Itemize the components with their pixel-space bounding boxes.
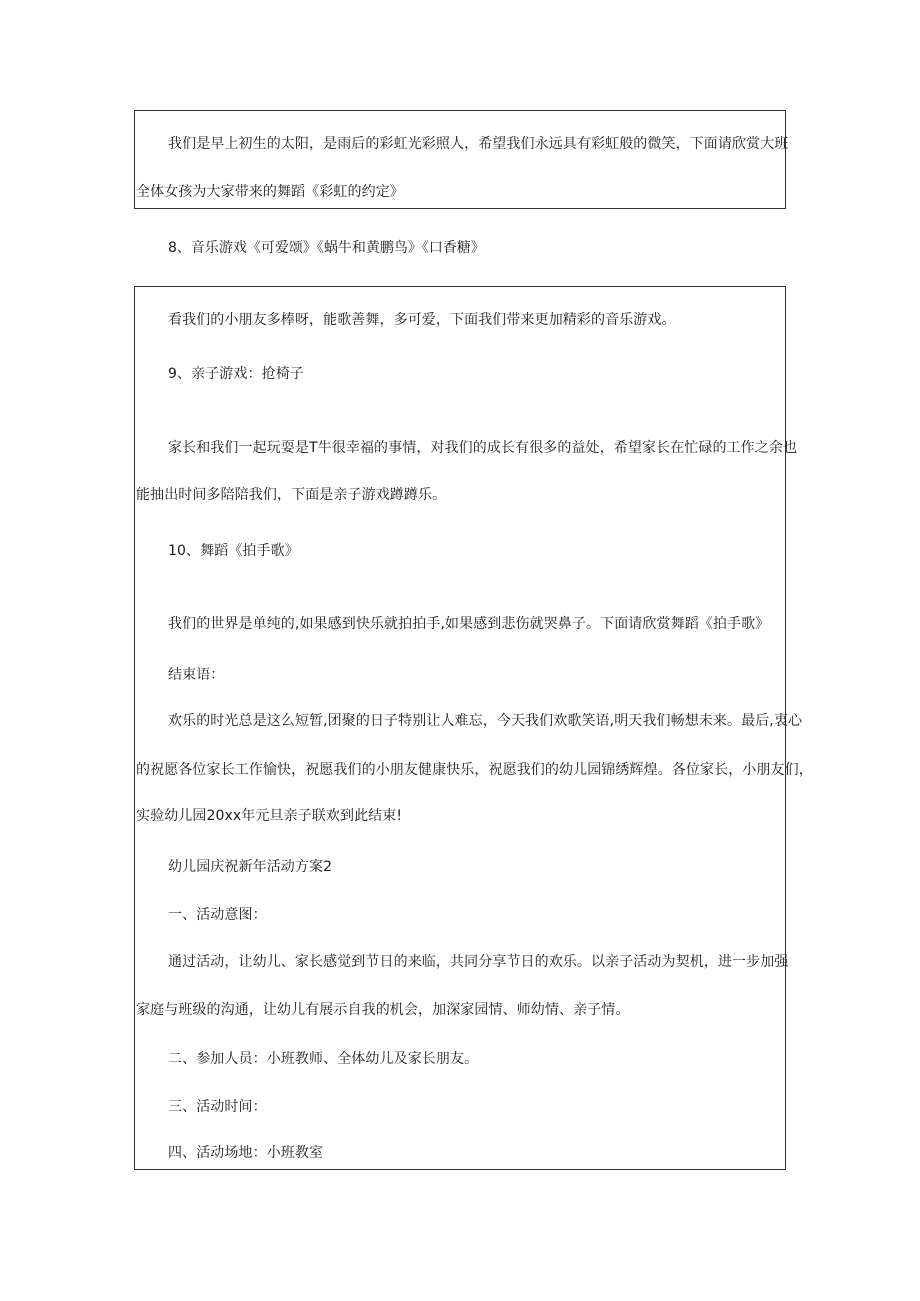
paragraph-line: 的祝愿各位家长工作愉快，祝愿我们的小朋友健康快乐，祝愿我们的幼儿园锦绣辉煌。各位家长，小朋友们，	[136, 762, 813, 778]
paragraph-line: 全体女孩为大家带来的舞蹈《彩虹的约定》	[136, 184, 404, 200]
section-participants: 二、参加人员：小班教师、全体幼儿及家长朋友。	[168, 1051, 479, 1067]
section-time: 三、活动时间：	[168, 1099, 267, 1115]
paragraph-line: 能抽出时间多陪陪我们，下面是亲子游戏蹲蹲乐。	[136, 487, 447, 503]
paragraph-line: 家庭与班级的沟通，让幼儿有展示自我的机会，加深家园情、师幼情、亲子情。	[136, 1002, 630, 1018]
paragraph-line: 实验幼儿园20xx年元旦亲子联欢到此结束!	[136, 808, 403, 824]
section-venue: 四、活动场地：小班教室	[168, 1145, 324, 1161]
paragraph-line: 看我们的小朋友多棒呀，能歌善舞，多可爱，下面我们带来更加精彩的音乐游戏。	[168, 312, 676, 328]
item-9: 9、亲子游戏：抢椅子	[168, 366, 304, 382]
item-10: 10、舞蹈《拍手歌》	[168, 543, 299, 559]
closing-label: 结束语：	[168, 667, 225, 683]
plan-title: 幼儿园庆祝新年活动方案2	[168, 859, 333, 875]
text-box-1	[134, 110, 789, 209]
section-title: 一、活动意图：	[168, 907, 267, 923]
text-box-2	[134, 286, 813, 1170]
paragraph-line: 我们的世界是单纯的,如果感到快乐就拍拍手,如果感到悲伤就哭鼻子。下面请欣赏舞蹈《拍手歌》	[168, 616, 770, 632]
paragraph-line: 我们是早上初生的太阳，是雨后的彩虹光彩照人，希望我们永远具有彩虹般的微笑，下面请欣赏大班	[168, 136, 789, 152]
paragraph-line: 欢乐的时光总是这么短暂,团聚的日子特别让人难忘，今天我们欢歌笑语,明天我们畅想未来。最后,衷心	[168, 713, 803, 729]
paragraph-line: 通过活动，让幼儿、家长感觉到节日的来临，共同分享节日的欢乐。以亲子活动为契机，进一步加强	[168, 954, 789, 970]
paragraph-line: 家长和我们一起玩耍是T牛很幸福的事情，对我们的成长有很多的益处，希望家长在忙碌的工作之余也	[168, 440, 798, 456]
item-8: 8、音乐游戏《可爱颂》《蜗牛和黄鹏鸟》《口香糖》	[168, 240, 485, 256]
